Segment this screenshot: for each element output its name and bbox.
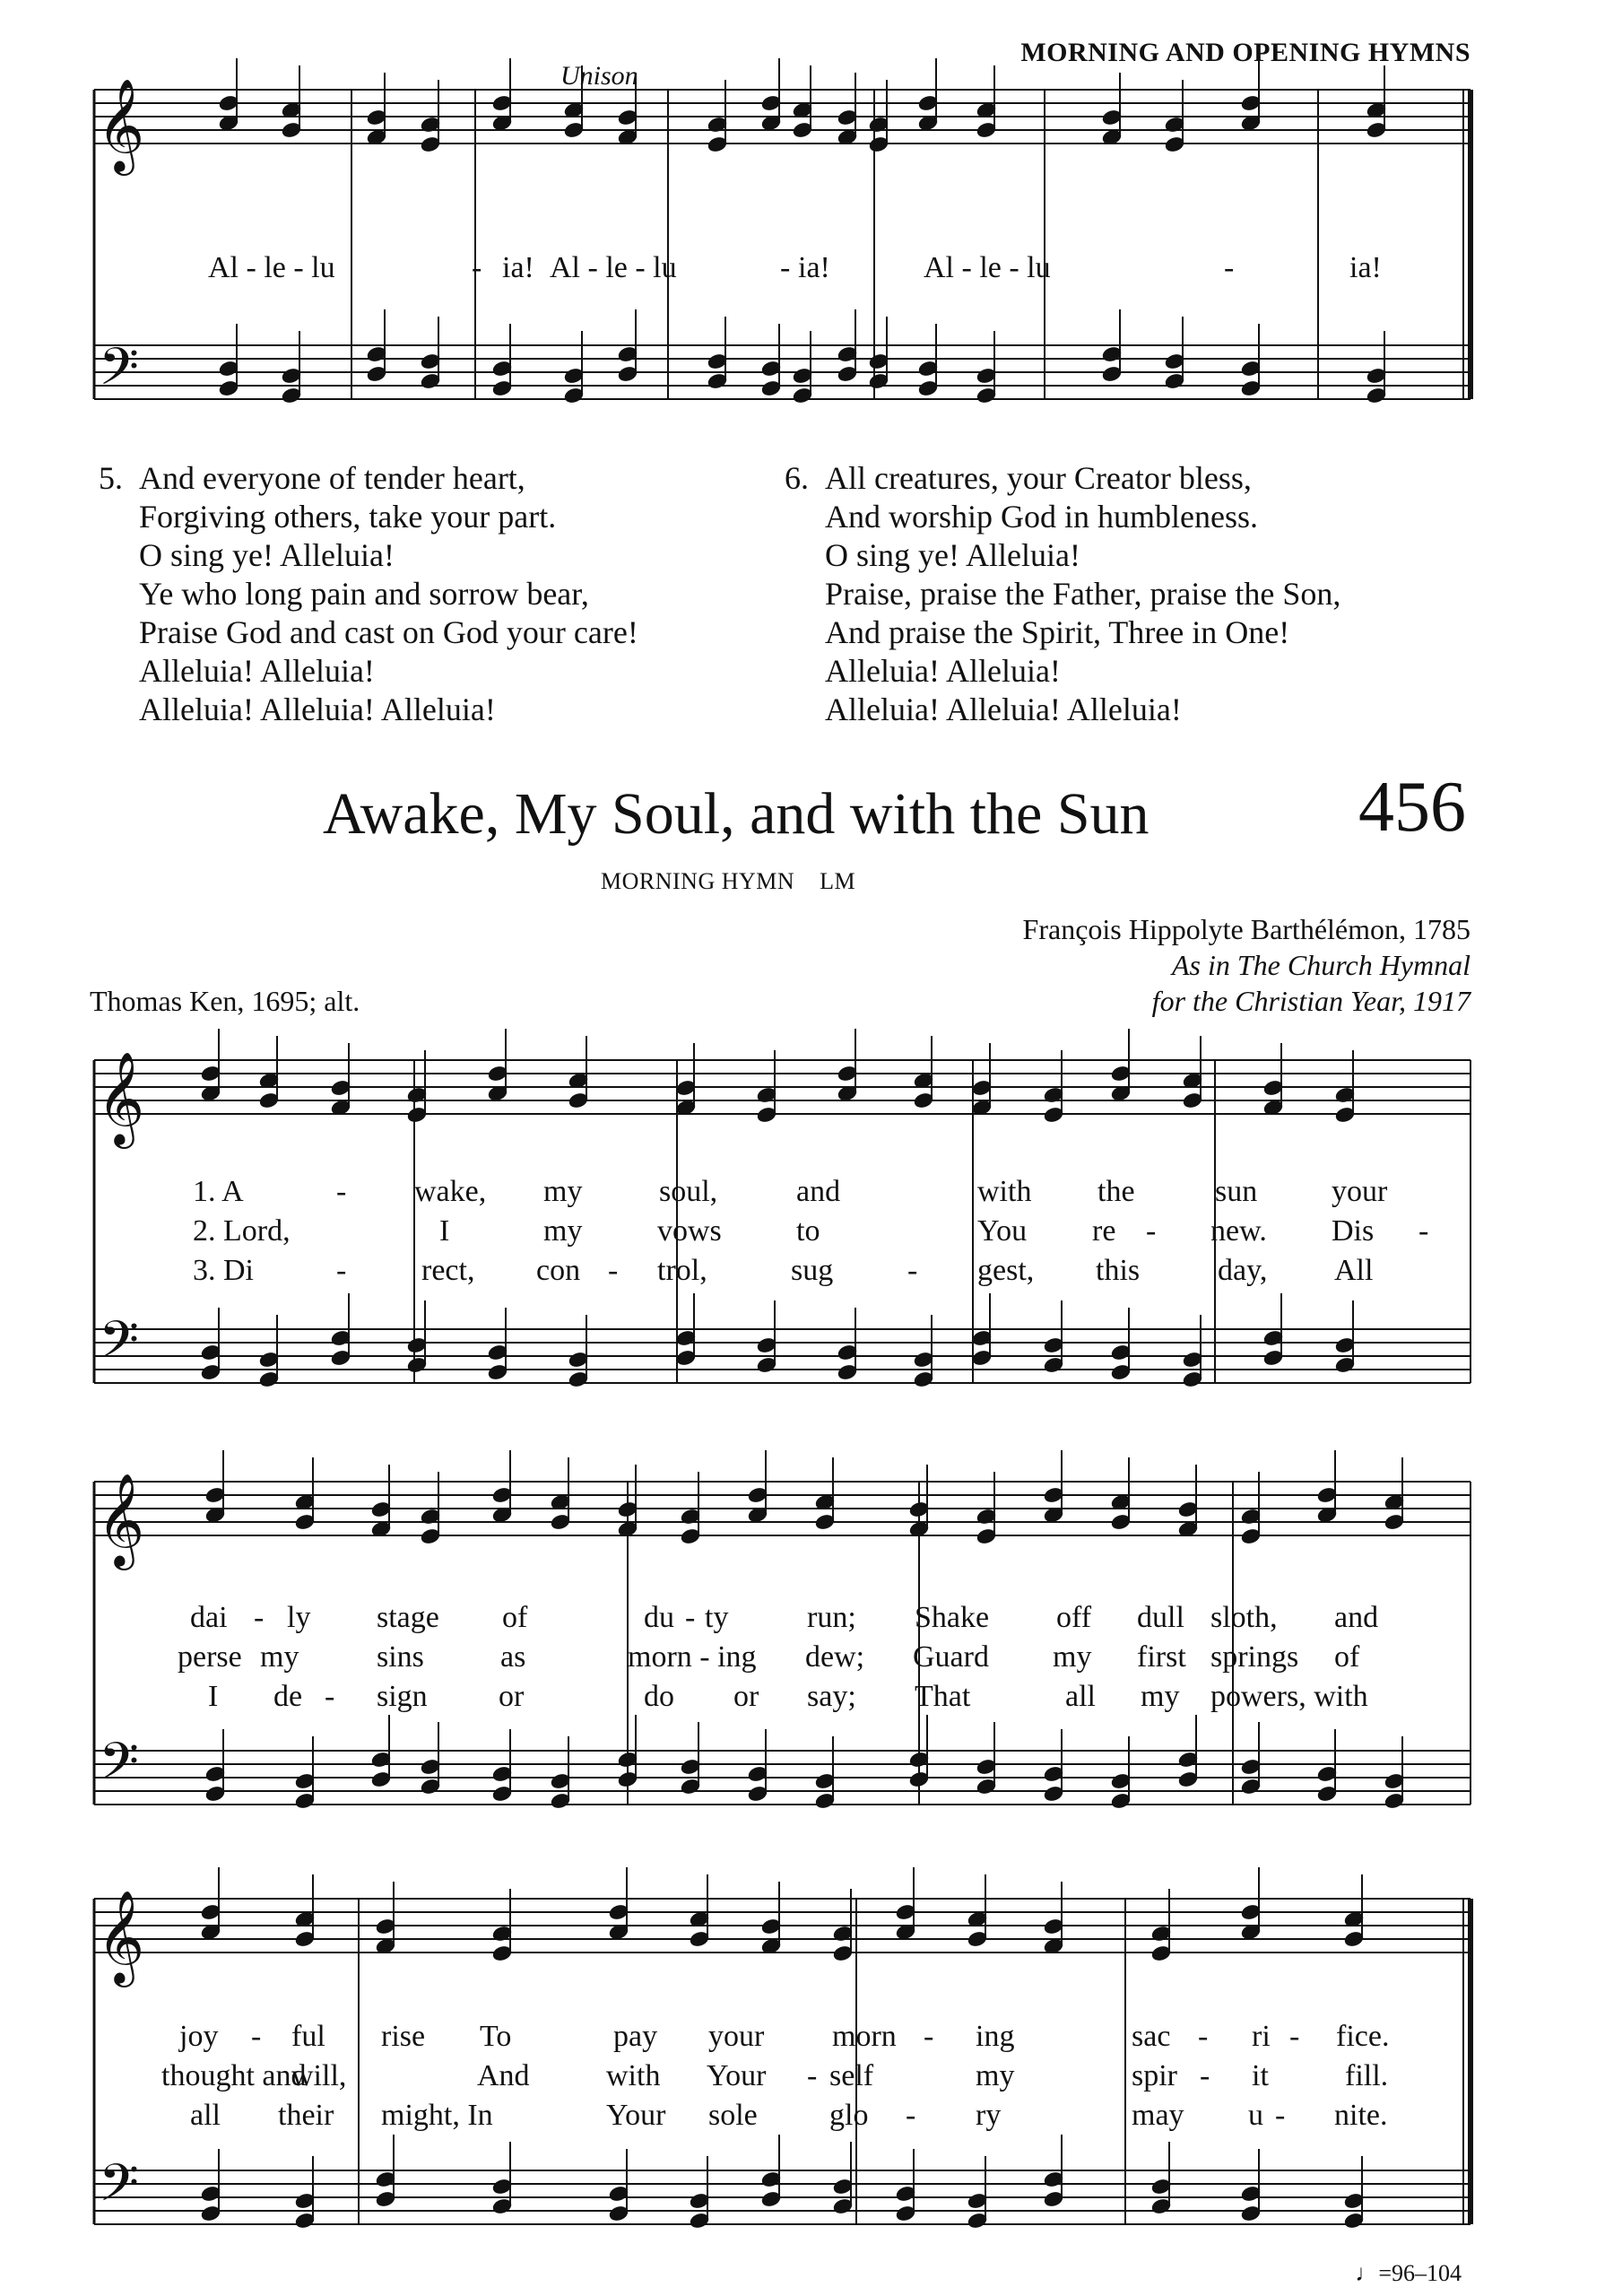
lyric: - — [1200, 2059, 1210, 2092]
lyric: To — [480, 2020, 512, 2053]
bass-clef-icon: 𝄢 — [99, 1309, 140, 1383]
lyric: pay — [613, 2020, 658, 2053]
lyric: ty — [705, 1601, 729, 1634]
lyric: soul, — [659, 1175, 718, 1208]
lyric: off — [1056, 1601, 1092, 1634]
lyric: nite. — [1334, 2099, 1388, 2132]
verse-line: And everyone of tender heart, — [139, 460, 525, 496]
verse-line: Alleluia! Alleluia! — [825, 653, 1061, 689]
lyric: run; — [807, 1601, 856, 1634]
hymn-title: Awake, My Soul, and with the Sun — [323, 781, 1150, 847]
lyric: my — [1053, 1640, 1092, 1674]
lyric: first — [1137, 1640, 1186, 1674]
lyric: - — [1418, 1214, 1429, 1248]
lyric: your — [1332, 1175, 1388, 1208]
lyric: - — [685, 1601, 696, 1634]
lyric: self — [829, 2059, 874, 2092]
lyric: sac — [1132, 2020, 1171, 2053]
lyric: dew; — [805, 1640, 865, 1674]
lyric: fill. — [1345, 2059, 1389, 2092]
lyric: - — [251, 2020, 262, 2053]
lyric: ia! — [1349, 251, 1382, 284]
source-credit-2: for the Christian Year, 1917 — [1151, 985, 1471, 1017]
lyric: - — [1146, 1214, 1157, 1248]
lyric: 3. Di — [193, 1254, 254, 1287]
lyric: wake, — [414, 1175, 487, 1208]
lyric: - — [780, 251, 791, 284]
lyric: Your — [606, 2099, 666, 2132]
lyric: sun — [1215, 1175, 1258, 1208]
lyric: or — [499, 1680, 525, 1713]
verse-number: 5. — [99, 460, 123, 496]
lyric: to — [796, 1214, 820, 1248]
source-credit-1: As in The Church Hymnal — [1171, 949, 1471, 981]
lyric: All — [1334, 1254, 1374, 1287]
tempo-marking: ♩=96–104 — [1355, 2260, 1462, 2286]
lyric: may — [1132, 2099, 1184, 2132]
lyric: my — [976, 2059, 1015, 2092]
bass-clef-icon: 𝄢 — [99, 336, 140, 410]
lyric: sloth, — [1210, 1601, 1278, 1634]
lyric: of — [502, 1601, 528, 1634]
lyric: ry — [976, 2099, 1002, 2132]
lyric: - — [1198, 2020, 1209, 2053]
lyric: my — [260, 1640, 299, 1674]
lyric: - — [608, 1254, 619, 1287]
unison-marking: Unison — [560, 61, 638, 91]
lyric: spir — [1132, 2059, 1177, 2092]
lyric: Guard — [913, 1640, 989, 1674]
lyric: - — [807, 2059, 818, 2092]
bass-clef-icon: 𝄢 — [99, 1731, 140, 1805]
lyric: - — [325, 1680, 335, 1713]
treble-clef-icon: 𝄞 — [97, 1890, 145, 1984]
verse-line: Forgiving others, take your part. — [139, 499, 557, 535]
lyric: all — [1065, 1680, 1096, 1713]
lyric: ri — [1252, 2020, 1271, 2053]
lyric: joy — [179, 2020, 219, 2053]
verse-line: Praise God and cast on God your care! — [139, 614, 638, 650]
lyric: all — [190, 2099, 221, 2132]
lyric: dull — [1137, 1601, 1184, 1634]
lyric: glo — [829, 2099, 869, 2132]
lyric: And — [477, 2059, 530, 2092]
lyric: the — [1097, 1175, 1135, 1208]
composer-credit: François Hippolyte Barthélémon, 1785 — [1022, 913, 1471, 945]
lyric: morn - ing — [628, 1640, 757, 1674]
verse-line: Alleluia! Alleluia! — [139, 653, 375, 689]
lyric: as — [500, 1640, 526, 1674]
lyric: day, — [1218, 1254, 1268, 1287]
bass-clef-icon: 𝄢 — [99, 2152, 140, 2226]
verse-line: O sing ye! Alleluia! — [139, 537, 395, 573]
lyric: vows — [657, 1214, 722, 1248]
lyric: my — [543, 1214, 583, 1248]
text-credit: Thomas Ken, 1695; alt. — [90, 985, 360, 1017]
verse-line: And praise the Spirit, Three in One! — [825, 614, 1290, 650]
lyric: my — [1141, 1680, 1180, 1713]
lyric: rise — [381, 2020, 426, 2053]
lyric: - — [1224, 251, 1235, 284]
lyric: - — [906, 2099, 916, 2132]
lyric: Your — [707, 2059, 767, 2092]
section-header: MORNING AND OPENING HYMNS — [1020, 38, 1471, 67]
lyric: Shake — [915, 1601, 990, 1634]
lyric: You — [977, 1214, 1028, 1248]
lyric: perse — [178, 1640, 242, 1674]
lyric: de — [273, 1680, 303, 1713]
verse-5 — [99, 459, 638, 729]
lyric: fice. — [1336, 2020, 1390, 2053]
verse-number: 6. — [785, 460, 809, 496]
lyric: I — [439, 1214, 450, 1248]
lyric: dai — [190, 1601, 228, 1634]
lyric: u — [1248, 2099, 1263, 2132]
verse-line: Alleluia! Alleluia! Alleluia! — [139, 691, 496, 727]
verse-line: All creatures, your Creator bless, — [825, 460, 1252, 496]
lyric: ia! — [502, 251, 534, 284]
lyric: ing — [976, 2020, 1015, 2053]
lyric: 1. A — [193, 1175, 244, 1208]
lyric: 2. Lord, — [193, 1214, 291, 1248]
treble-clef-icon: 𝄞 — [97, 1051, 145, 1145]
lyric: morn — [832, 2020, 897, 2053]
lyric: thought and — [161, 2059, 307, 2092]
lyric: - — [1275, 2099, 1286, 2132]
lyric: say; — [807, 1680, 856, 1713]
verse-line: Ye who long pain and sorrow bear, — [139, 576, 589, 612]
lyric: your — [708, 2020, 765, 2053]
lyric: Al - le - lu — [924, 251, 1051, 284]
lyric: rect, — [421, 1254, 475, 1287]
verse-line: And worship God in humbleness. — [825, 499, 1258, 535]
lyric: - — [907, 1254, 918, 1287]
lyric: of — [1334, 1640, 1360, 1674]
lyric: Dis — [1332, 1214, 1375, 1248]
lyric: will, — [291, 2059, 347, 2092]
lyric: their — [278, 2099, 334, 2132]
treble-clef-icon: 𝄞 — [97, 1473, 145, 1567]
lyric: sign — [377, 1680, 428, 1713]
lyric: sins — [377, 1640, 424, 1674]
verse-line: O sing ye! Alleluia! — [825, 537, 1080, 573]
lyric: - — [336, 1254, 347, 1287]
lyric: springs — [1210, 1640, 1299, 1674]
hymn-number: 456 — [1358, 768, 1466, 847]
lyric: my — [543, 1175, 583, 1208]
lyric: ful — [291, 2020, 325, 2053]
lyric: - — [924, 2020, 934, 2053]
lyric: new. — [1210, 1214, 1267, 1248]
lyric: con — [536, 1254, 581, 1287]
lyric: and — [1334, 1601, 1379, 1634]
lyric: might, In — [381, 2099, 493, 2132]
lyric: gest, — [977, 1254, 1035, 1287]
treble-clef-icon: 𝄞 — [97, 78, 145, 172]
lyric: - — [254, 1601, 265, 1634]
lyric: ia! — [798, 251, 830, 284]
lyric: sole — [708, 2099, 758, 2132]
lyric: - — [472, 251, 482, 284]
lyric: do — [644, 1680, 674, 1713]
lyric: it — [1252, 2059, 1269, 2092]
lyric: with — [977, 1175, 1032, 1208]
lyric: Al - le - lu — [208, 251, 335, 284]
lyric: - — [336, 1175, 347, 1208]
lyric: du — [644, 1601, 674, 1634]
verse-6 — [785, 459, 1341, 729]
lyric: That — [915, 1680, 971, 1713]
lyric: or — [733, 1680, 759, 1713]
lyric: ly — [287, 1601, 311, 1634]
lyric: this — [1096, 1254, 1141, 1287]
lyric: - — [1289, 2020, 1300, 2053]
lyric: and — [796, 1175, 841, 1208]
verse-line: Praise, praise the Father, praise the Son, — [825, 576, 1341, 612]
tune-name: MORNING HYMN LM — [601, 868, 856, 894]
verse-line: Alleluia! Alleluia! Alleluia! — [825, 691, 1182, 727]
lyric: Al - le - lu — [550, 251, 677, 284]
lyric: stage — [377, 1601, 439, 1634]
lyric: with — [606, 2059, 661, 2092]
lyric: re — [1092, 1214, 1116, 1248]
lyric: powers, with — [1210, 1680, 1368, 1713]
lyric: I — [208, 1680, 219, 1713]
lyric: sug — [791, 1254, 834, 1287]
lyric: trol, — [657, 1254, 707, 1287]
